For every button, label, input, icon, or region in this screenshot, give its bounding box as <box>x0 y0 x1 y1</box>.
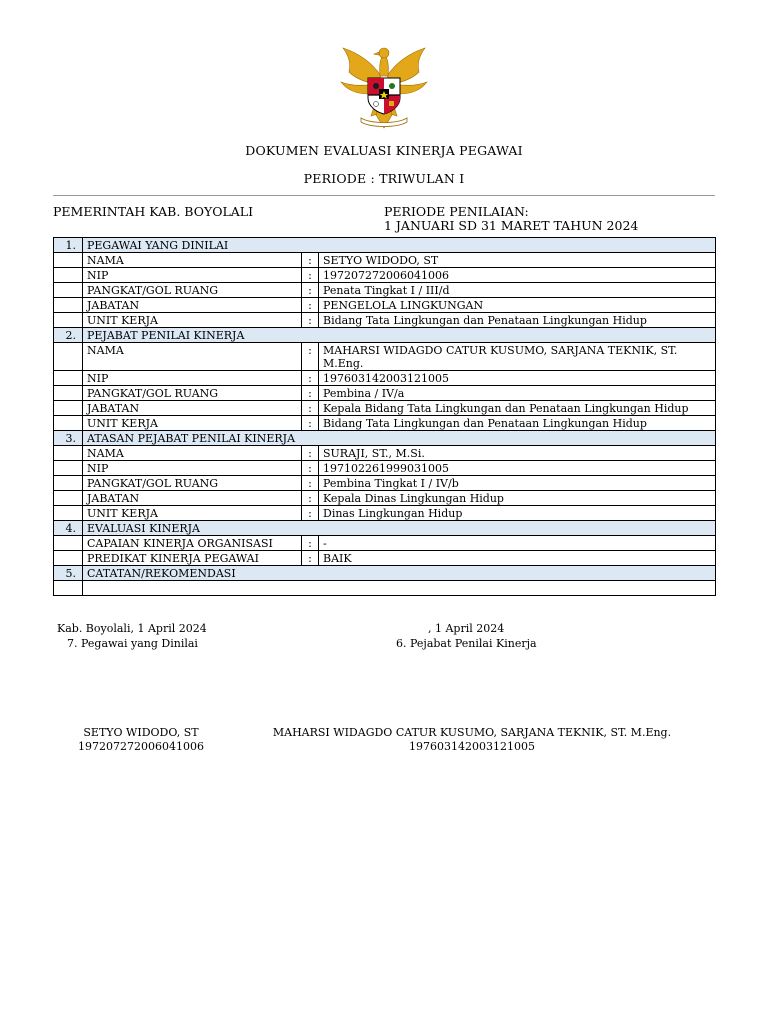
field-label: NAMA <box>83 253 302 268</box>
field-value: BAIK <box>319 551 716 566</box>
field-label: JABATAN <box>83 401 302 416</box>
table-row: PREDIKAT KINERJA PEGAWAI : BAIK <box>54 551 716 566</box>
left-signer-role: 7. Pegawai yang Dinilai <box>67 637 198 650</box>
table-row: JABATAN : Kepala Bidang Tata Lingkungan dan Penataan Lingkungan Hidup <box>54 401 716 416</box>
field-value: 197603142003121005 <box>319 371 716 386</box>
field-value: Kepala Bidang Tata Lingkungan dan Penataan Lingkungan Hidup <box>319 401 716 416</box>
field-value: Penata Tingkat I / III/d <box>319 283 716 298</box>
field-label: PANGKAT/GOL RUANG <box>83 476 302 491</box>
field-label: PREDIKAT KINERJA PEGAWAI <box>83 551 302 566</box>
table-row: PANGKAT/GOL RUANG : Pembina / IV/a <box>54 386 716 401</box>
notes-content <box>83 581 716 596</box>
field-label: CAPAIAN KINERJA ORGANISASI <box>83 536 302 551</box>
assessment-period-value: 1 JANUARI SD 31 MARET TAHUN 2024 <box>384 218 639 233</box>
field-value: Kepala Dinas Lingkungan Hidup <box>319 491 716 506</box>
section-header <box>54 521 716 536</box>
table-row: UNIT KERJA : Bidang Tata Lingkungan dan Penataan Lingkungan Hidup <box>54 416 716 431</box>
section-number: 5. <box>54 566 83 581</box>
section-title: EVALUASI KINERJA <box>83 521 716 536</box>
section-number: 1. <box>54 238 83 253</box>
divider <box>53 195 715 196</box>
field-value: 197207272006041006 <box>319 268 716 283</box>
document-title: DOKUMEN EVALUASI KINERJA PEGAWAI <box>245 143 523 158</box>
table-row: NIP : 197102261999031005 <box>54 461 716 476</box>
field-label: NAMA <box>83 343 302 371</box>
section-title: PEJABAT PENILAI KINERJA <box>83 328 716 343</box>
field-value: Dinas Lingkungan Hidup <box>319 506 716 521</box>
right-place-date: , 1 April 2024 <box>428 622 505 635</box>
section-title: CATATAN/REKOMENDASI <box>83 566 716 581</box>
assessment-period-label: PERIODE PENILAIAN: <box>384 204 529 219</box>
field-label: UNIT KERJA <box>83 313 302 328</box>
table-row: NAMA : SETYO WIDODO, ST <box>54 253 716 268</box>
field-label: UNIT KERJA <box>83 416 302 431</box>
field-label: NIP <box>83 268 302 283</box>
table-row: NIP : 197603142003121005 <box>54 371 716 386</box>
section-header <box>54 431 716 446</box>
field-label: UNIT KERJA <box>83 506 302 521</box>
right-signer-role: 6. Pejabat Penilai Kinerja <box>396 637 537 650</box>
section-number: 2. <box>54 328 83 343</box>
field-label: JABATAN <box>83 298 302 313</box>
field-value: Bidang Tata Lingkungan dan Penataan Lingkungan Hidup <box>319 313 716 328</box>
field-value: Pembina / IV/a <box>319 386 716 401</box>
document-period: PERIODE : TRIWULAN I <box>303 171 465 186</box>
table-row: NAMA : SURAJI, ST., M.Si. <box>54 446 716 461</box>
table-row: JABATAN : Kepala Dinas Lingkungan Hidup <box>54 491 716 506</box>
table-row: CAPAIAN KINERJA ORGANISASI : - <box>54 536 716 551</box>
garuda-pancasila-emblem <box>335 42 433 132</box>
right-signer-name: MAHARSI WIDAGDO CATUR KUSUMO, SARJANA TEKNIK, ST. M.Eng. <box>272 726 672 739</box>
government-label: PEMERINTAH KAB. BOYOLALI <box>53 204 254 219</box>
field-label: JABATAN <box>83 491 302 506</box>
section-header <box>54 566 716 581</box>
left-signer-nip: 197207272006041006 <box>78 740 204 753</box>
left-place-date: Kab. Boyolali, 1 April 2024 <box>57 622 207 635</box>
field-value: Bidang Tata Lingkungan dan Penataan Lingkungan Hidup <box>319 416 716 431</box>
field-label: PANGKAT/GOL RUANG <box>83 283 302 298</box>
section-title: PEGAWAI YANG DINILAI <box>83 238 716 253</box>
table-row: PANGKAT/GOL RUANG : Penata Tingkat I / III/d <box>54 283 716 298</box>
table-row: JABATAN : PENGELOLA LINGKUNGAN <box>54 298 716 313</box>
field-label: NIP <box>83 461 302 476</box>
field-value: 197102261999031005 <box>319 461 716 476</box>
table-row: NAMA : MAHARSI WIDAGDO CATUR KUSUMO, SARJANA TEKNIK, ST. M.Eng. <box>54 343 716 371</box>
table-row: UNIT KERJA : Dinas Lingkungan Hidup <box>54 506 716 521</box>
field-label: PANGKAT/GOL RUANG <box>83 386 302 401</box>
field-label: NIP <box>83 371 302 386</box>
section-number: 3. <box>54 431 83 446</box>
right-signer-nip: 197603142003121005 <box>409 740 535 753</box>
field-value: Pembina Tingkat I / IV/b <box>319 476 716 491</box>
section-title: ATASAN PEJABAT PENILAI KINERJA <box>83 431 716 446</box>
field-label: NAMA <box>83 446 302 461</box>
left-signer-name: SETYO WIDODO, ST <box>83 726 199 739</box>
section-header <box>54 328 716 343</box>
section-header <box>54 238 716 253</box>
evaluation-table <box>53 237 716 596</box>
section-number: 4. <box>54 521 83 536</box>
field-value: - <box>319 536 716 551</box>
field-value: SETYO WIDODO, ST <box>319 253 716 268</box>
table-row: NIP : 197207272006041006 <box>54 268 716 283</box>
field-value: MAHARSI WIDAGDO CATUR KUSUMO, SARJANA TEKNIK, ST. M.Eng. <box>319 343 716 371</box>
field-value: SURAJI, ST., M.Si. <box>319 446 716 461</box>
field-value: PENGELOLA LINGKUNGAN <box>319 298 716 313</box>
table-row: PANGKAT/GOL RUANG : Pembina Tingkat I / IV/b <box>54 476 716 491</box>
table-row: UNIT KERJA : Bidang Tata Lingkungan dan Penataan Lingkungan Hidup <box>54 313 716 328</box>
notes-row <box>54 581 716 596</box>
